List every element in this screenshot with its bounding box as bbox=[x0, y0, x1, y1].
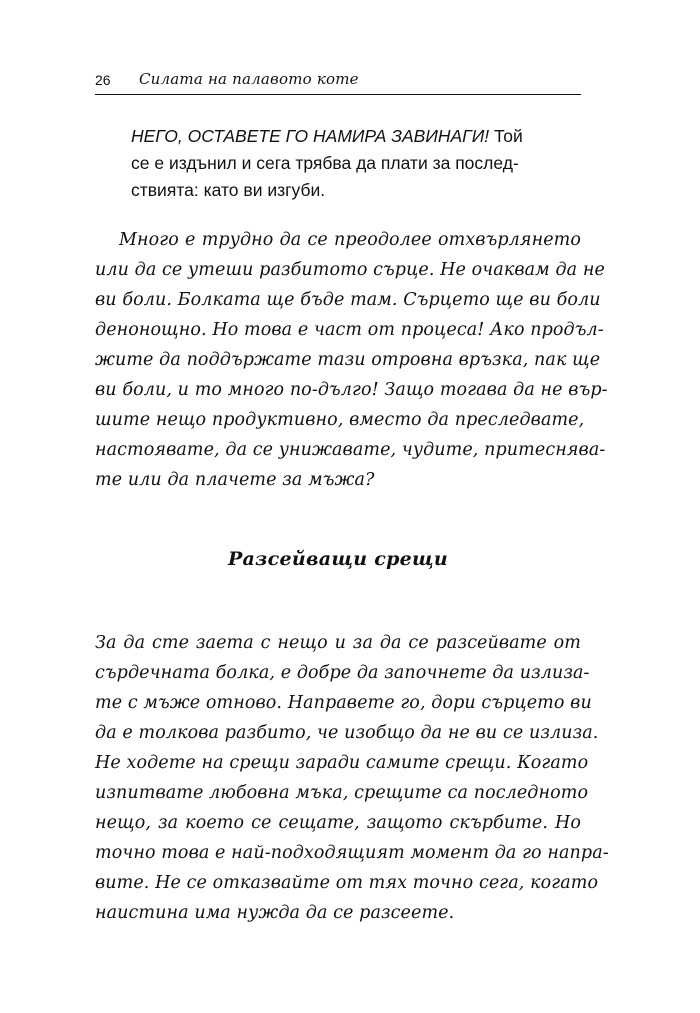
quote-line: ствията: като ви изгуби. bbox=[131, 180, 326, 200]
quote-paragraph bbox=[131, 123, 571, 204]
paragraph-line: сърдечната болка, е добре да започнете да излиза- bbox=[95, 663, 590, 683]
paragraph-line: вите. Не се отказвайте от тях точно сега, когато bbox=[95, 873, 599, 893]
section-heading: Разсейващи срещи bbox=[227, 548, 449, 570]
paragraph-line: жите да поддържате тази отровна връзка, пак ще bbox=[95, 350, 601, 370]
paragraph-line: или да се утеши разбитото сърце. Не очаквам да не bbox=[95, 260, 605, 280]
paragraph-line: Не ходете на срещи заради самите срещи. Когато bbox=[95, 753, 589, 773]
paragraph-line: те с мъже отново. Направете го, дори сърцето ви bbox=[95, 693, 592, 713]
paragraph-line: настоявате, да се унижавате, чудите, притеснява- bbox=[95, 440, 606, 460]
paragraph-line: да е толкова разбито, че изобщо да не ви се излиза. bbox=[95, 723, 599, 743]
quote-caps-text: НЕГО, ОСТАВЕТЕ ГО НАМИРА ЗАВИНАГИ! bbox=[131, 126, 490, 146]
book-title: Силата на палавото коте bbox=[139, 70, 359, 88]
paragraph-line: те или да плачете за мъжа? bbox=[95, 470, 375, 490]
paragraph-line: точно това е най-подходящият момент да го напра- bbox=[95, 843, 609, 863]
paragraph-line: За да сте заета с нещо и за да се разсейвате от bbox=[95, 633, 581, 653]
quote-line: Той bbox=[489, 126, 523, 146]
paragraph-line: изпитвате любовна мъка, срещите са последното bbox=[95, 783, 589, 803]
paragraph-1 bbox=[95, 225, 608, 495]
paragraph-line: нещо, за което се сещате, защото скърбите. Но bbox=[95, 813, 581, 833]
paragraph-line: шите нещо продуктивно, вместо да преследвате, bbox=[95, 410, 585, 430]
paragraph-line: Много е трудно да се преодолее отхвърлянето bbox=[119, 230, 581, 250]
paragraph-line: ви боли. Болката ще бъде там. Сърцето ще ви боли bbox=[95, 290, 601, 310]
paragraph-line: наистина има нужда да се разсеете. bbox=[95, 903, 455, 923]
quote-line: се е издънил и сега трябва да плати за послед- bbox=[131, 153, 519, 173]
paragraph-line: денонощно. Но това е част от процеса! Ако продъл- bbox=[95, 320, 604, 340]
header-divider bbox=[95, 94, 581, 95]
paragraph-2 bbox=[95, 628, 609, 928]
running-header bbox=[95, 68, 581, 94]
paragraph-line: ви боли, и то много по-дълго! Защо тогава да не вър- bbox=[95, 380, 608, 400]
page-number: 26 bbox=[95, 72, 111, 88]
